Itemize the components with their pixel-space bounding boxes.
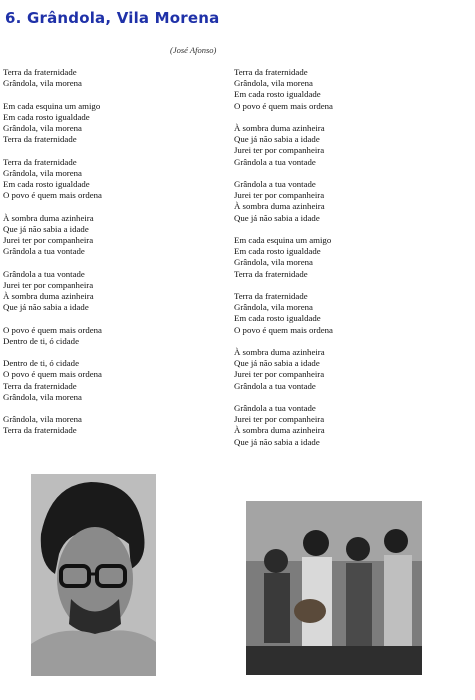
- lyric-line: Jurei ter por companheira: [3, 235, 94, 245]
- lyric-line: Em cada rosto igualdade: [234, 246, 321, 257]
- lyric-line: Jurei ter por companheira: [234, 145, 325, 156]
- lyric-line: Grândola a tua vontade: [3, 268, 85, 279]
- lyric-line: Grândola a tua vontade: [234, 380, 316, 391]
- lyric-line: À sombra duma azinheira: [3, 291, 94, 301]
- lyric-line: Em cada esquina um amigo: [3, 100, 101, 111]
- lyric-line: Terra da fraternidade: [234, 268, 308, 279]
- lyric-stanza: [234, 403, 333, 448]
- lyric-line: Que já não sabia a idade: [234, 134, 320, 145]
- portrait-photo-graphic: [31, 474, 156, 676]
- lyric-stanza: [3, 157, 102, 202]
- lyric-line: Grândola a tua vontade: [234, 403, 316, 413]
- lyric-line: Terra da fraternidade: [3, 134, 77, 145]
- lyric-stanza: [234, 347, 333, 392]
- lyric-stanza: [234, 235, 333, 280]
- concert-photo: [246, 501, 422, 675]
- portrait-photo: [31, 474, 156, 676]
- lyric-line: À sombra duma azinheira: [234, 347, 325, 357]
- lyric-line: Que já não sabia a idade: [3, 223, 89, 234]
- lyric-stanza: [3, 358, 102, 403]
- lyric-line: À sombra duma azinheira: [234, 123, 325, 133]
- lyric-line: Em cada rosto igualdade: [3, 179, 90, 189]
- lyric-line: Grândola a tua vontade: [234, 156, 316, 167]
- lyric-line: O povo é quem mais ordena: [3, 190, 102, 201]
- lyric-stanza: [234, 123, 333, 168]
- lyric-line: Grândola, vila morena: [3, 123, 82, 133]
- lyrics-right-column: [234, 67, 333, 459]
- lyric-line: Grândola, vila morena: [3, 414, 82, 425]
- lyric-line: Terra da fraternidade: [3, 425, 77, 436]
- lyric-stanza: [3, 269, 102, 314]
- lyric-line: À sombra duma azinheira: [234, 201, 325, 212]
- lyric-line: Terra da fraternidade: [3, 156, 77, 167]
- concert-photo-graphic: [246, 501, 422, 675]
- lyric-line: Grândola, vila morena: [3, 391, 82, 402]
- lyric-stanza: [3, 101, 102, 146]
- lyric-stanza: [3, 213, 102, 258]
- lyric-line: O povo é quem mais ordena: [234, 100, 333, 111]
- lyric-line: Que já não sabia a idade: [234, 436, 320, 447]
- song-author: (José Afonso): [170, 45, 217, 55]
- lyric-line: Grândola a tua vontade: [3, 246, 85, 257]
- lyric-line: Em cada esquina um amigo: [234, 235, 332, 245]
- lyric-line: Grândola, vila morena: [3, 78, 82, 89]
- lyric-line: À sombra duma azinheira: [3, 212, 94, 223]
- lyric-line: Em cada rosto igualdade: [3, 111, 90, 122]
- lyric-line: Dentro de ti, ó cidade: [3, 335, 79, 346]
- lyric-line: Que já não sabia a idade: [234, 212, 320, 223]
- lyric-stanza: [3, 325, 102, 347]
- lyric-line: O povo é quem mais ordena: [3, 369, 102, 380]
- lyric-line: Grândola, vila morena: [234, 302, 313, 313]
- lyric-line: Jurei ter por companheira: [3, 279, 94, 290]
- lyric-line: Em cada rosto igualdade: [234, 313, 321, 324]
- lyric-line: Terra da fraternidade: [234, 291, 308, 301]
- lyric-line: Terra da fraternidade: [3, 67, 77, 77]
- lyric-stanza: [3, 414, 102, 436]
- lyric-line: Em cada rosto igualdade: [234, 89, 321, 100]
- lyric-line: Que já não sabia a idade: [234, 358, 320, 369]
- lyric-line: O povo é quem mais ordena: [234, 324, 333, 335]
- lyric-stanza: [234, 179, 333, 224]
- lyric-line: Jurei ter por companheira: [234, 414, 325, 425]
- lyric-line: Terra da fraternidade: [234, 67, 308, 77]
- lyric-stanza: [234, 67, 333, 112]
- lyric-stanza: [3, 67, 102, 89]
- lyric-line: À sombra duma azinheira: [234, 425, 325, 436]
- lyric-line: Jurei ter por companheira: [234, 190, 325, 201]
- lyric-line: Grândola, vila morena: [234, 257, 313, 268]
- song-title: 6. Grândola, Vila Morena: [5, 9, 220, 27]
- lyric-line: Dentro de ti, ó cidade: [3, 358, 79, 369]
- lyric-line: Terra da fraternidade: [3, 380, 77, 391]
- lyric-line: Grândola, vila morena: [3, 167, 82, 178]
- lyric-line: Grândola, vila morena: [234, 78, 313, 89]
- lyric-line: Que já não sabia a idade: [3, 302, 89, 313]
- lyric-line: Jurei ter por companheira: [234, 369, 325, 380]
- lyric-stanza: [234, 291, 333, 336]
- lyric-line: Grândola a tua vontade: [234, 179, 316, 189]
- lyrics-left-column: [3, 67, 102, 448]
- lyric-line: O povo é quem mais ordena: [3, 324, 102, 335]
